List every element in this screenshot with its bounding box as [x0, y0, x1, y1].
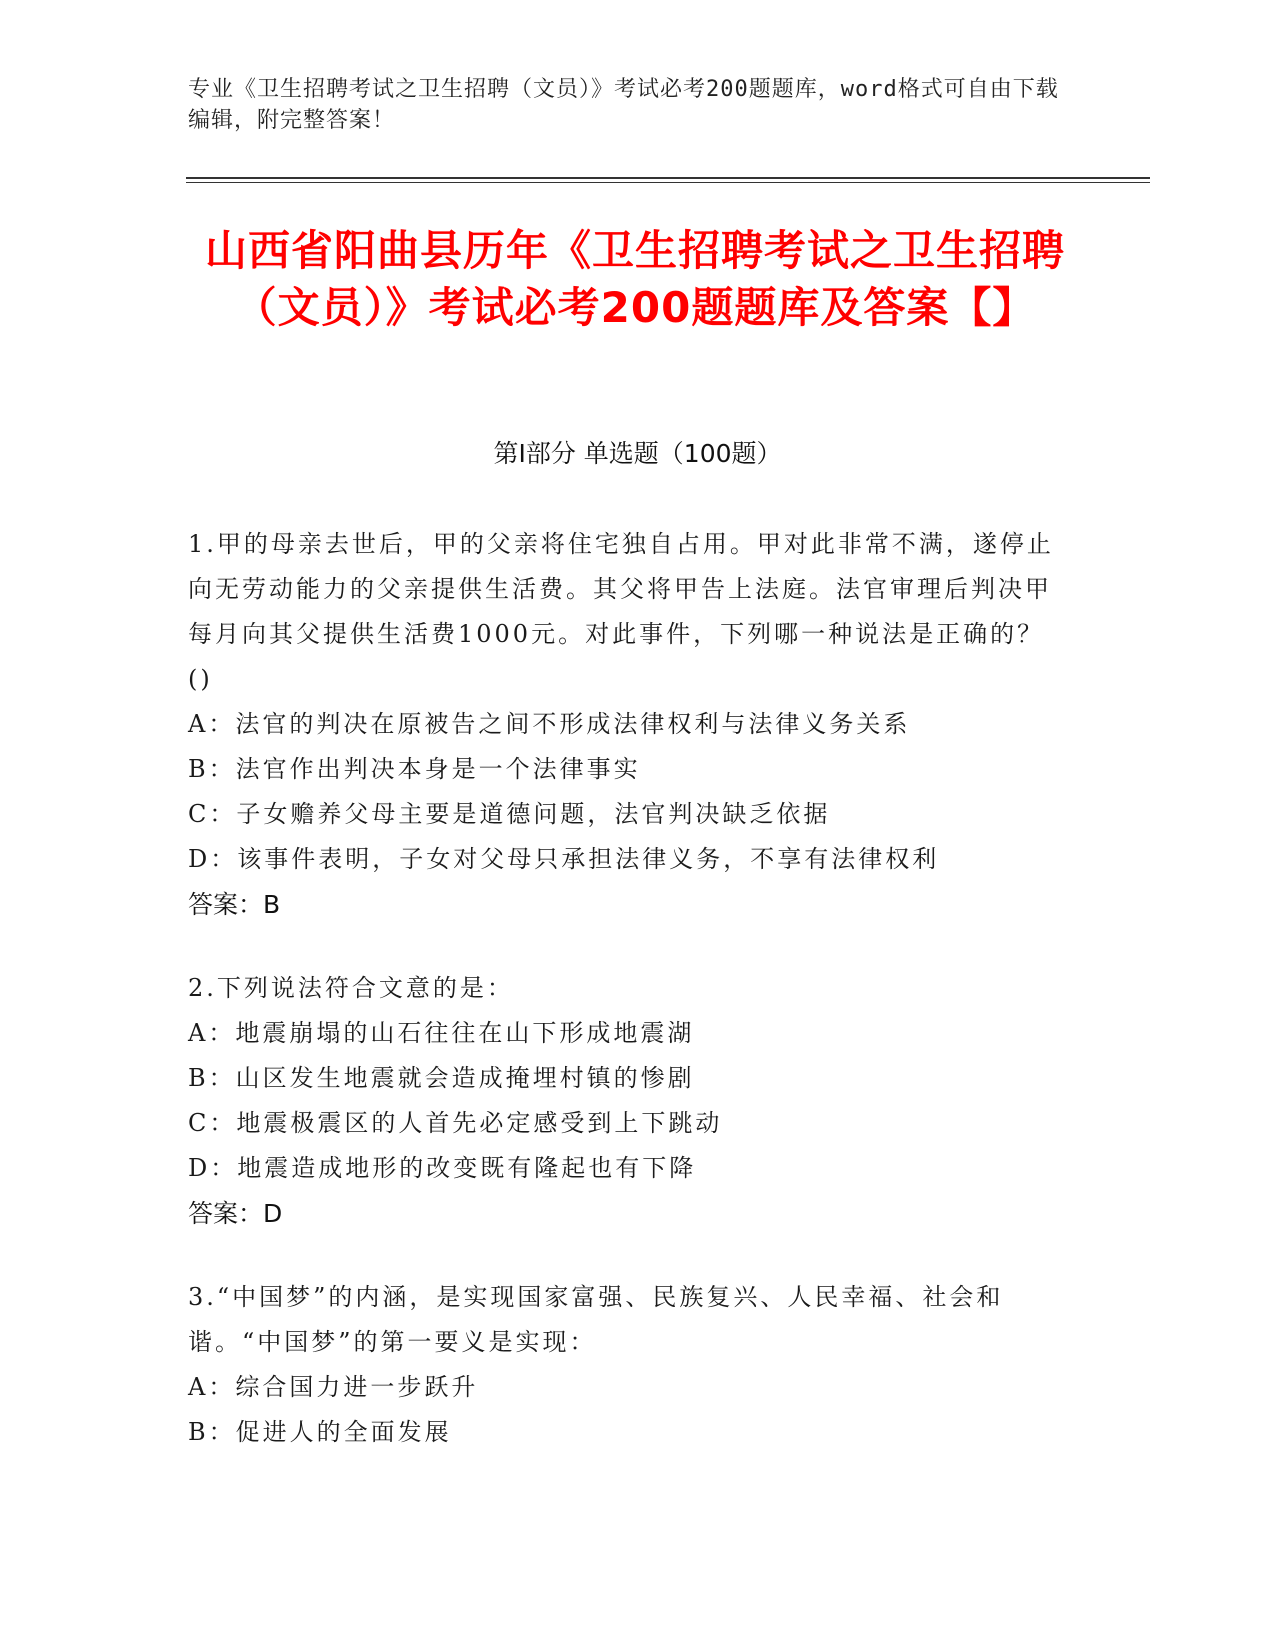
document-title: 山西省阳曲县历年《卫生招聘考试之卫生招聘（文员）》考试必考200题题库及答案【】	[204, 226, 1065, 332]
option-c: C：子女赡养父母主要是道德问题，法官判决缺乏依据	[188, 800, 831, 828]
question-3	[188, 1275, 1068, 1455]
question-1	[188, 522, 1068, 927]
question-text: 3.“中国梦”的内涵，是实现国家富强、民族复兴、人民幸福、社会和谐。“中国梦”的第一要义是实现：	[188, 1283, 1004, 1356]
option-b: B：山区发生地震就会造成掩埋村镇的惨剧	[188, 1064, 695, 1092]
option-a: A：法官的判决在原被告之间不形成法律权利与法律义务关系	[188, 710, 911, 738]
option-c: C：地震极震区的人首先必定感受到上下跳动	[188, 1109, 723, 1137]
question-list	[188, 522, 1068, 1494]
answer-label: 答案：B	[188, 890, 281, 919]
header-note: 专业《卫生招聘考试之卫生招聘（文员）》考试必考200题题库，word格式可自由下载编辑，附完整答案！	[188, 77, 1059, 133]
question-2	[188, 966, 1068, 1236]
section-title: 第I部分 单选题（100题）	[493, 439, 782, 468]
header-rule-thin	[186, 182, 1150, 183]
answer-label: 答案：D	[188, 1199, 283, 1228]
header-rule-thick	[186, 177, 1150, 179]
option-a: A：综合国力进一步跃升	[188, 1373, 479, 1401]
question-text: 2.下列说法符合文意的是：	[188, 974, 514, 1002]
question-text: 1.甲的母亲去世后，甲的父亲将住宅独自占用。甲对此非常不满，遂停止向无劳动能力的父亲提供生活费。其父将甲告上法庭。法官审理后判决甲每月向其父提供生活费1000元。对此事件，下列哪一种说法是正确的？()	[188, 530, 1054, 693]
option-d: D：该事件表明，子女对父母只承担法律义务，不享有法律权利	[188, 845, 940, 873]
option-b: B：促进人的全面发展	[188, 1418, 452, 1446]
option-a: A：地震崩塌的山石往往在山下形成地震湖	[188, 1019, 695, 1047]
option-b: B：法官作出判决本身是一个法律事实	[188, 755, 641, 783]
option-d: D：地震造成地形的改变既有隆起也有下降	[188, 1154, 697, 1182]
